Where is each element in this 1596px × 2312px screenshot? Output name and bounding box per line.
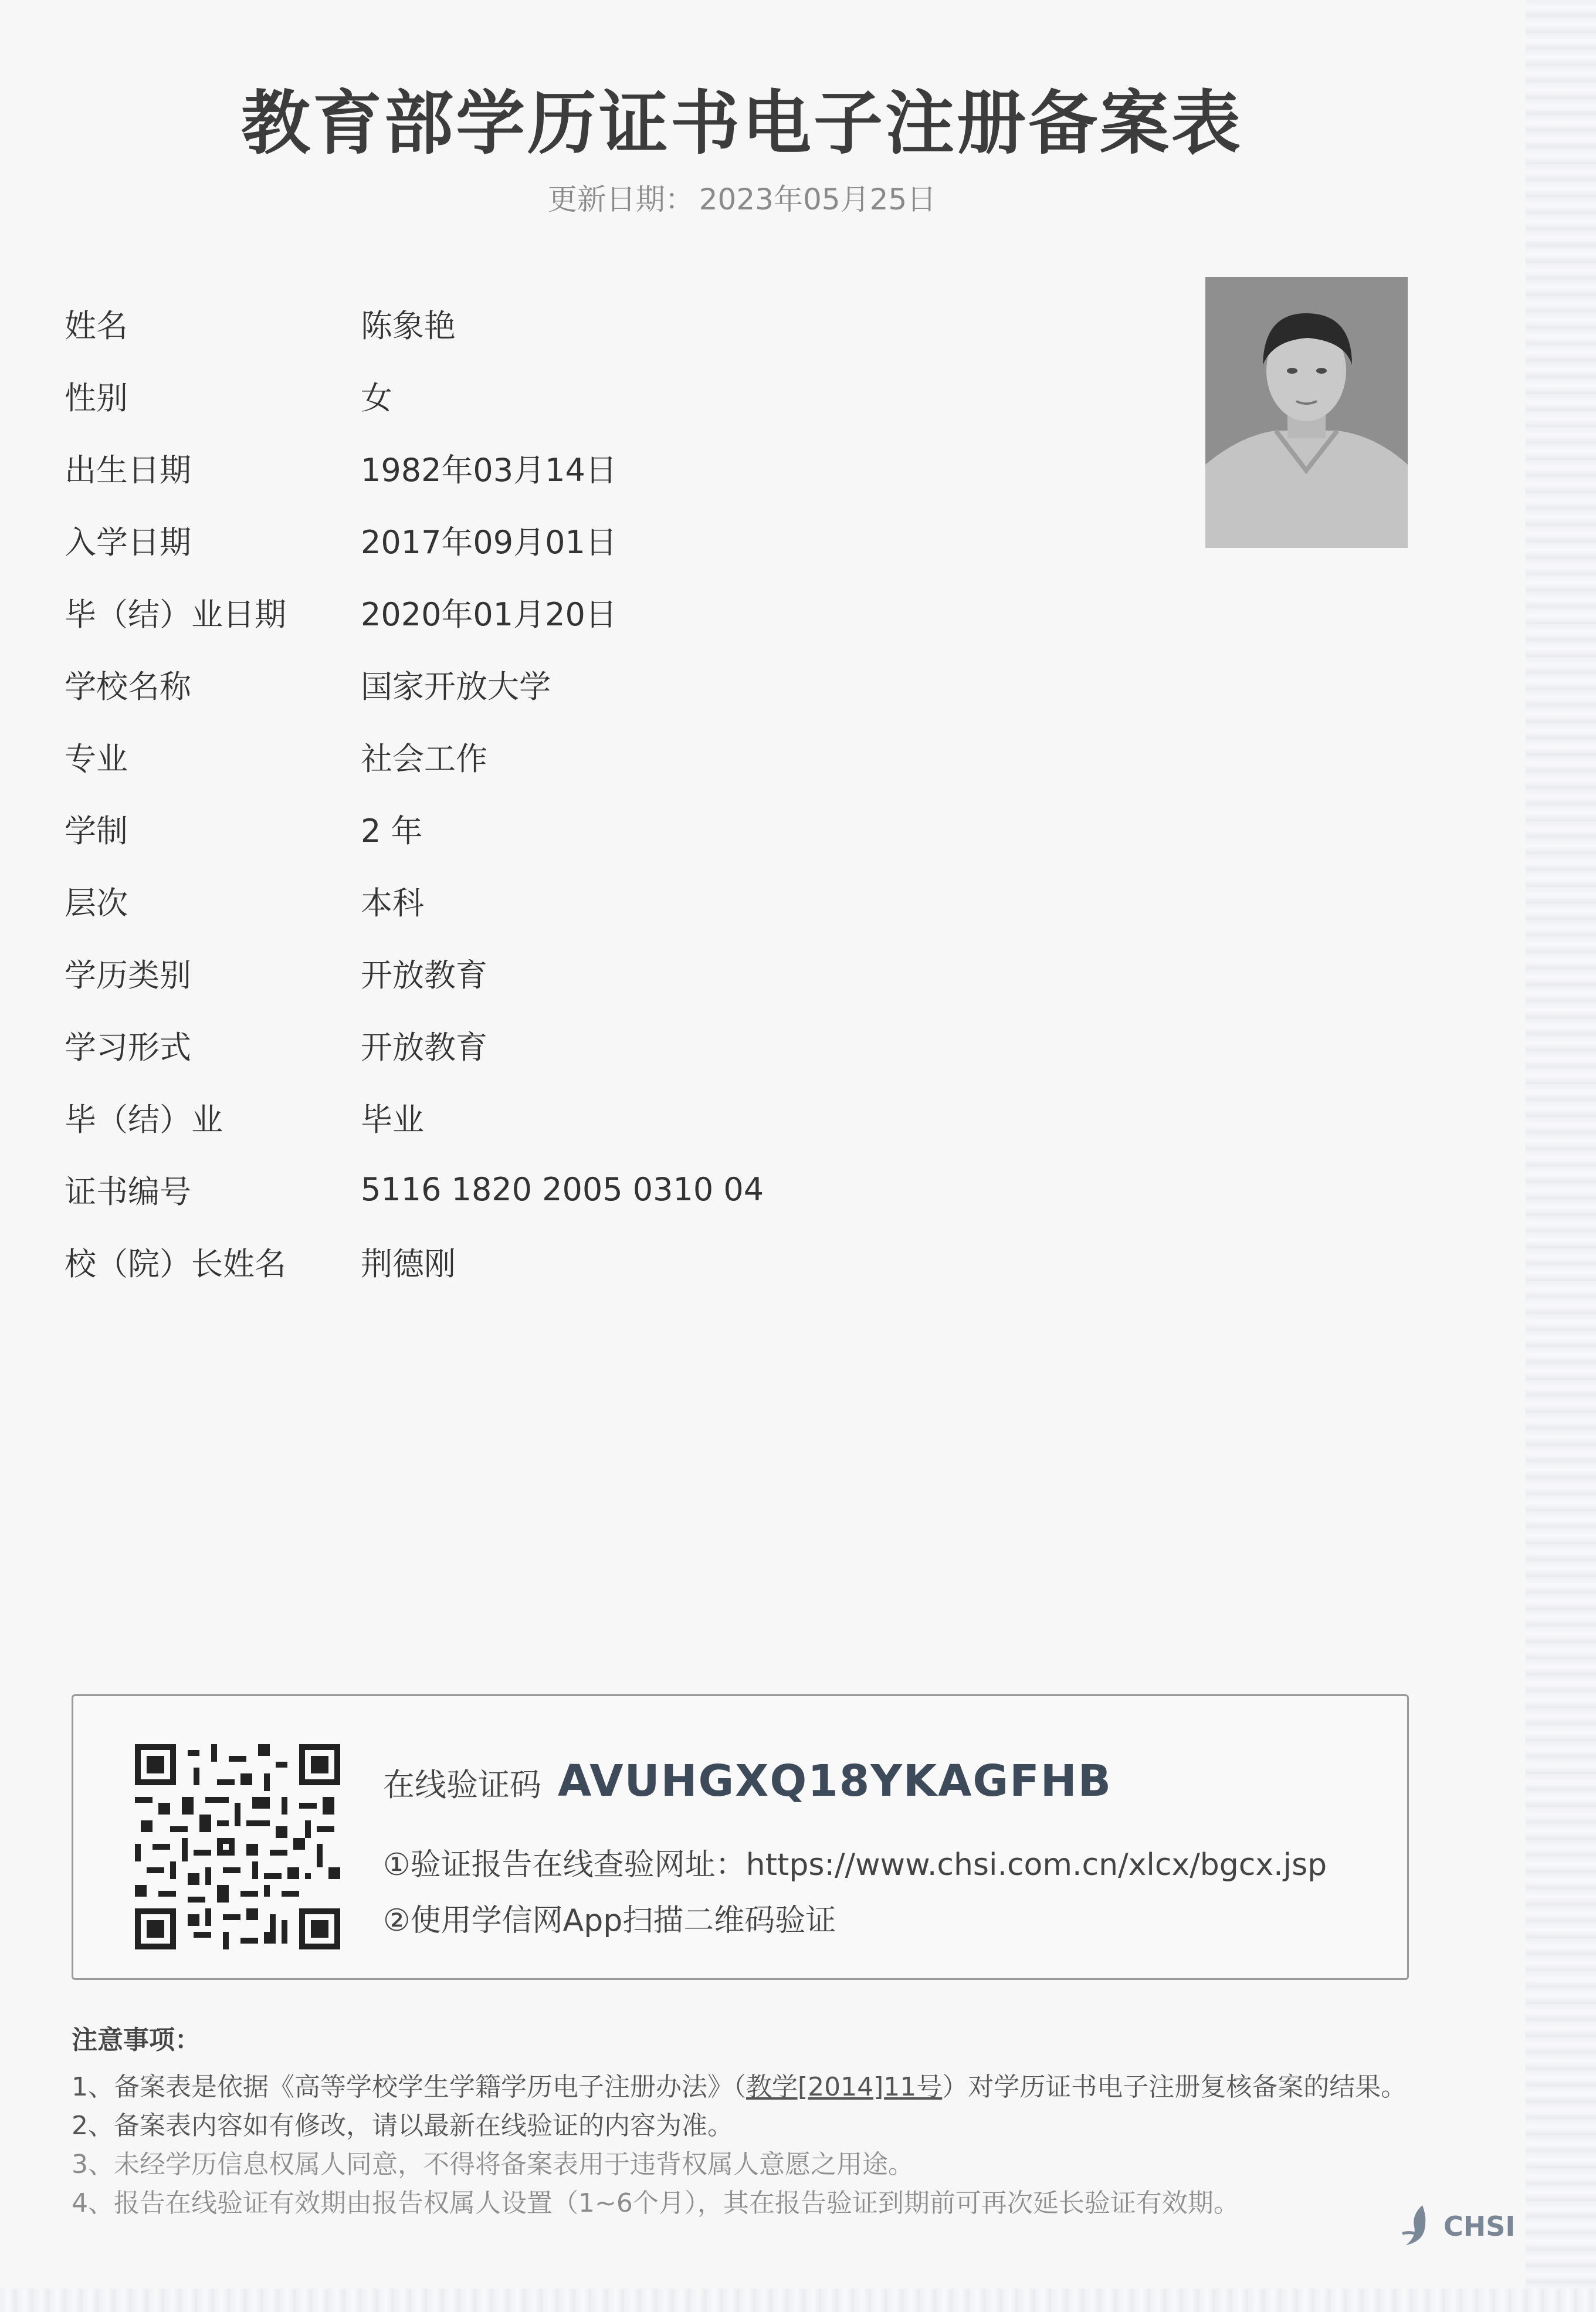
note-item: 3、未经学历信息权属人同意，不得将备案表用于违背权属人意愿之用途。 [72,2149,914,2179]
verification-code-label: 在线验证码 [383,1766,541,1803]
field-label: 学习形式 [65,1029,191,1066]
portrait-photo [1205,277,1408,548]
update-label: 更新日期： [547,182,694,216]
field-value: 荆德刚 [361,1245,456,1282]
field-label: 校（院）长姓名 [65,1245,286,1282]
field-label: 出生日期 [65,452,191,489]
field-row [65,648,1179,720]
verification-code-line [383,1756,1112,1806]
field-label: 学校名称 [65,668,191,705]
field-label: 毕（结）业日期 [65,596,286,633]
field-label: 层次 [65,885,128,922]
field-value: 国家开放大学 [361,668,551,705]
field-label: 证书编号 [65,1173,191,1210]
note-reference: 教学[2014]11号 [746,2072,943,2102]
field-row [65,1153,1179,1226]
update-date-line [0,176,1484,218]
update-date: 2023年05月25日 [699,182,937,216]
verification-url-line: ①验证报告在线查验网址：https://www.chsi.com.cn/xlcx/bgcx.jsp [383,1847,1327,1883]
field-value: 2017年09月01日 [361,524,617,561]
field-row [65,1081,1179,1153]
field-label: 专业 [65,740,128,777]
field-value: 开放教育 [361,1029,487,1066]
chsi-logo [1399,2203,1516,2250]
field-row [65,720,1179,793]
qr-code-icon[interactable] [135,1744,340,1949]
note-text: 1、备案表是依据《高等学校学生学籍学历电子注册办法》（ [72,2072,746,2102]
field-label: 学制 [65,813,128,849]
verification-code: AVUHGXQ18YKAGFHB [558,1756,1113,1806]
note-item [72,2068,1421,2107]
field-row [65,937,1179,1009]
field-label: 毕（结）业 [65,1101,223,1138]
field-label: 姓名 [65,307,128,344]
chsi-logo-icon [1399,2203,1440,2250]
verification-box [72,1694,1409,1980]
field-row [65,576,1179,648]
note-item: 4、报告在线验证有效期由报告权属人设置（1~6个月），其在报告验证到期前可再次延长验证有效期。 [72,2188,1239,2218]
record-fields [65,287,1179,1298]
field-value: 开放教育 [361,957,487,994]
field-label: 性别 [65,380,128,417]
field-label: 入学日期 [65,524,191,561]
field-row [65,504,1179,576]
note-item: 2、备案表内容如有修改，请以最新在线验证的内容为准。 [72,2111,733,2141]
field-row [65,1226,1179,1298]
field-row [65,287,1179,360]
field-row [65,1009,1179,1081]
field-value: 5116 1820 2005 0310 04 [361,1171,764,1208]
field-value: 陈象艳 [361,307,456,344]
field-value: 社会工作 [361,740,487,777]
notes-section [72,2021,1421,2223]
field-value: 2 年 [361,813,423,849]
field-value: 1982年03月14日 [361,452,617,489]
portrait-icon [1205,277,1408,548]
field-value: 本科 [361,885,424,922]
notes-title: 注意事项： [72,2025,201,2055]
field-value: 毕业 [361,1101,424,1138]
document-title: 教育部学历证书电子注册备案表 [240,83,1243,164]
chsi-logo-text: CHSI [1443,2211,1516,2242]
field-row [65,360,1179,432]
field-row [65,793,1179,865]
field-row [65,865,1179,937]
field-row [65,432,1179,504]
note-text: ）对学历证书电子注册复核备案的结果。 [942,2072,1407,2102]
field-value: 2020年01月20日 [361,596,617,633]
field-label: 学历类别 [65,957,191,994]
security-border-right [1526,0,1596,2312]
security-border-bottom [0,2289,1596,2312]
field-value: 女 [361,380,392,417]
verification-app-line: ②使用学信网App扫描二维码验证 [383,1903,836,1938]
